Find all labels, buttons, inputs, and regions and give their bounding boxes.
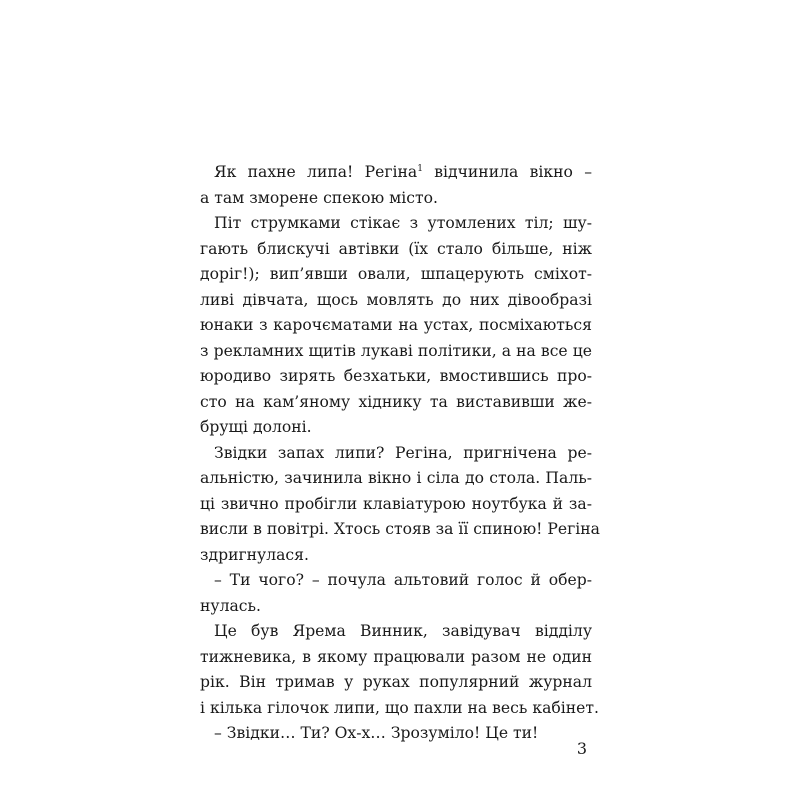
text-line: і кілька гілочок липи, що пахли на весь кабінет. xyxy=(200,698,599,717)
paragraph xyxy=(200,721,592,747)
footnote-marker: 1 xyxy=(417,163,423,174)
text-line: нулась. xyxy=(200,596,261,615)
text-line: гають блискучі автівки (їх стало більше, ніж xyxy=(200,239,592,258)
page-number: 3 xyxy=(576,739,587,758)
text-line: сто на кам’яному хіднику та виставивши же- xyxy=(200,392,592,411)
body-text xyxy=(200,160,600,747)
text-line: Звідки запах липи? Регіна, пригнічена ре- xyxy=(214,443,592,462)
text-line: Піт струмками стікає з утомлених тіл; шу- xyxy=(214,214,592,232)
text-line: – Ти чого? – почула альтовий голос й обер- xyxy=(214,571,592,589)
text-line: здригнулася. xyxy=(200,545,309,564)
text-line: брущі долоні. xyxy=(200,418,312,436)
text-line: альністю, зачинила вікно і сіла до стола. Паль- xyxy=(200,469,592,487)
text-line: ливі дівчата, щось мовлять до них дівообразі xyxy=(200,290,592,309)
text-line: рік. Він тримав у руках популярний журнал xyxy=(200,673,592,691)
text-line: юродиво зирять безхатьки, вмостившись про- xyxy=(200,367,592,385)
paragraph xyxy=(200,160,592,211)
paragraph xyxy=(200,211,592,441)
paragraph xyxy=(200,568,592,619)
text-line: ці звично пробігли клавіатурою ноутбука й за- xyxy=(200,494,592,513)
text-line: а там зморене спекою місто. xyxy=(200,188,438,207)
text-line: – Звідки… Ти? Ох-х… Зрозуміло! Це ти! xyxy=(214,724,539,742)
text-line: висли в повітрі. Хтось стояв за її спиною! Регіна xyxy=(200,520,600,538)
text-line: з рекламних щитів лукаві політики, а на все це xyxy=(200,341,592,360)
text-line: Як пахне липа! Регіна$^1$ відчинила вікно – xyxy=(214,163,592,181)
text-line: доріг!); вип’явши овали, шпацерують сміхот- xyxy=(200,265,592,283)
paragraph xyxy=(200,441,600,569)
text-line: тижневика, в якому працювали разом не один xyxy=(200,647,592,666)
text-line: юнаки з карочєматами на устах, посміхаються xyxy=(200,316,592,334)
paragraph xyxy=(200,619,599,721)
text-line: Це був Ярема Винник, завідувач відділу xyxy=(214,622,592,640)
